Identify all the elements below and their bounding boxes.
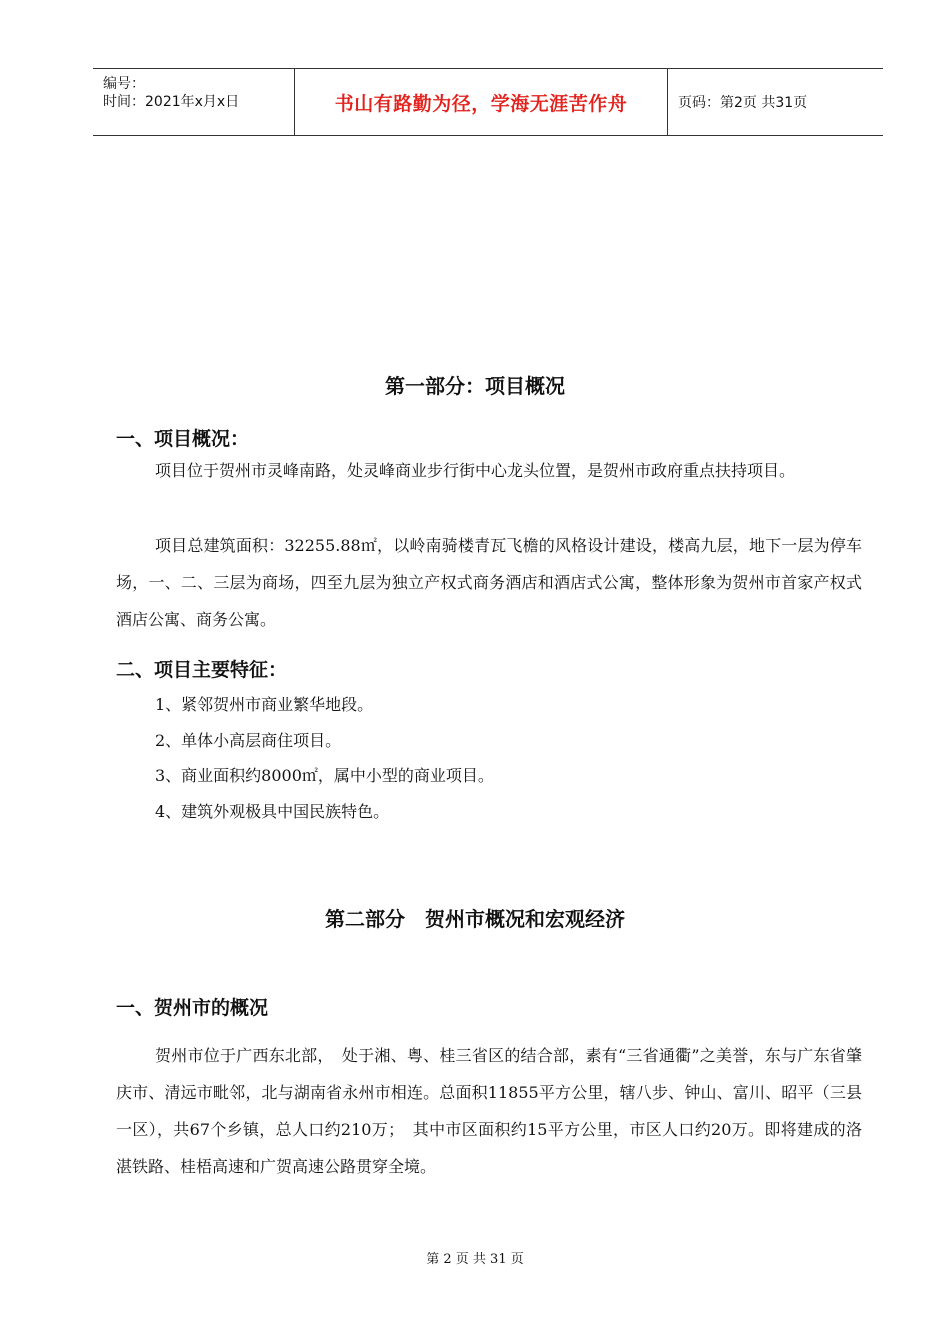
part1-section2-heading: 二、项目主要特征： [116,659,288,681]
page-header-table [93,68,883,136]
number-label: 编号： [103,76,145,92]
header-page-cell [668,69,883,135]
feature-item-2: 2、单体小高层商住项目。 [155,731,342,750]
part2-section1-paragraph: 贺州市位于广西东北部， 处于湘、粤、桂三省区的结合部，素有“三省通衢”之美誉，东与广东省肇庆市、清远市毗邻，北与湖南省永州市相连。总面积11855平方公里，辖八步、钟山、富川、昭平（三县一区），共67个乡镇，总人口约210万； 其中市区面积约15平方公里，市区人口约20万。即将建成的洛湛铁路、桂梧高速和广贺高速公路贯穿全境。 [116,1046,862,1176]
header-motto-cell [295,69,668,135]
feature-item-4: 4、建筑外观极具中国民族特色。 [155,802,390,821]
page-info: 页码：第2页 共31页 [678,95,808,111]
header-meta-cell [93,69,295,135]
page-footer: 第 2 页 共 31 页 [426,1252,524,1267]
part2-section1-heading: 一、贺州市的概况 [116,997,269,1019]
feature-item-1: 1、紧邻贺州市商业繁华地段。 [155,695,374,714]
part2-title: 第二部分 贺州市概况和宏观经济 [325,907,625,931]
feature-item-3: 3、商业面积约8000㎡，属中小型的商业项目。 [155,766,494,785]
part1-section1-heading: 一、项目概况： [116,428,250,450]
motto-text: 书山有路勤为径，学海无涯苦作舟 [334,92,628,115]
part1-title: 第一部分：项目概况 [385,374,565,398]
time-label: 时间：2021年x月x日 [103,94,240,110]
part1-section1-paragraph-1: 项目位于贺州市灵峰南路，处灵峰商业步行街中心龙头位置，是贺州市政府重点扶持项目。 [155,461,796,480]
part1-section1-paragraph-2: 项目总建筑面积：32255.88㎡，以岭南骑楼青瓦飞檐的风格设计建设，楼高九层，地下一层为停车场，一、二、三层为商场，四至九层为独立产权式商务酒店和酒店式公寓，整体形象为贺州市首家产权式酒店公寓、商务公寓。 [116,536,862,629]
